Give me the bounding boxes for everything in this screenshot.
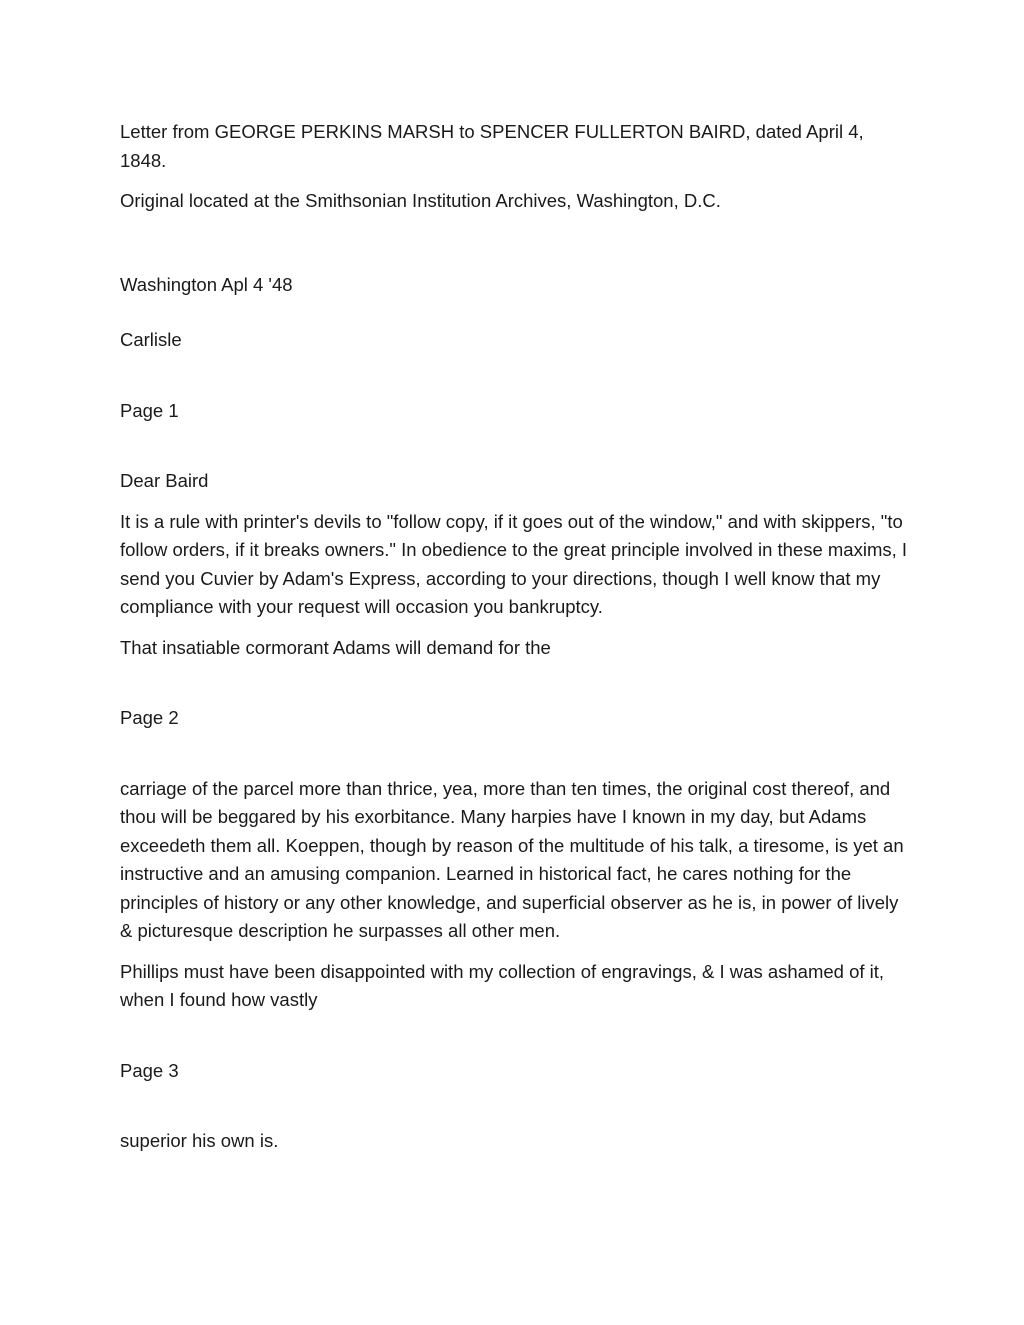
destination: Carlisle <box>120 329 182 350</box>
header-line: Letter from GEORGE PERKINS MARSH to SPENCER FULLERTON BAIRD, dated April 4, 1848. <box>120 121 864 171</box>
paragraph-5: superior his own is. <box>120 1130 279 1151</box>
paragraph-4: Phillips must have been disappointed with my collection of engravings, & I was ashamed of it, when I found how vastly <box>120 960 885 1010</box>
place-date: Washington Apl 4 '48 <box>120 273 293 295</box>
paragraph-3: carriage of the parcel more than thrice, yea, more than ten times, the original cost thereof, and thou will be beggared by his exorbitance. Many harpies have I known in my day, but Adams exceedeth them all. Koeppen, though by reason of the multitude of his talk, a tiresome, is yet an instructive and an amusing companion. Learned in historical fact, he cares nothing for the principles of history or any other knowledge, and superficial observer as he is, in power of lively & picturesque description he surpasses all other men. <box>120 777 904 941</box>
paragraph-2: That insatiable cormorant Adams will demand for the <box>120 636 551 658</box>
page-2-label: Page 2 <box>120 707 179 728</box>
source-line: Original located at the Smithsonian Institution Archives, Washington, D.C. <box>120 190 721 211</box>
page-3-label: Page 3 <box>120 1059 179 1081</box>
document-body <box>120 118 910 1156</box>
page-1-label: Page 1 <box>120 399 179 421</box>
salutation: Dear Baird <box>120 470 209 491</box>
paragraph-1: It is a rule with printer's devils to "follow copy, if it goes out of the window," and with skippers, "to follow orders, if it breaks owners." In obedience to the great principle involved in these maxims, I send you Cuvier by Adam's Express, according to your directions, though I well know that my compliance with your request will occasion you bankruptcy. <box>120 510 908 617</box>
